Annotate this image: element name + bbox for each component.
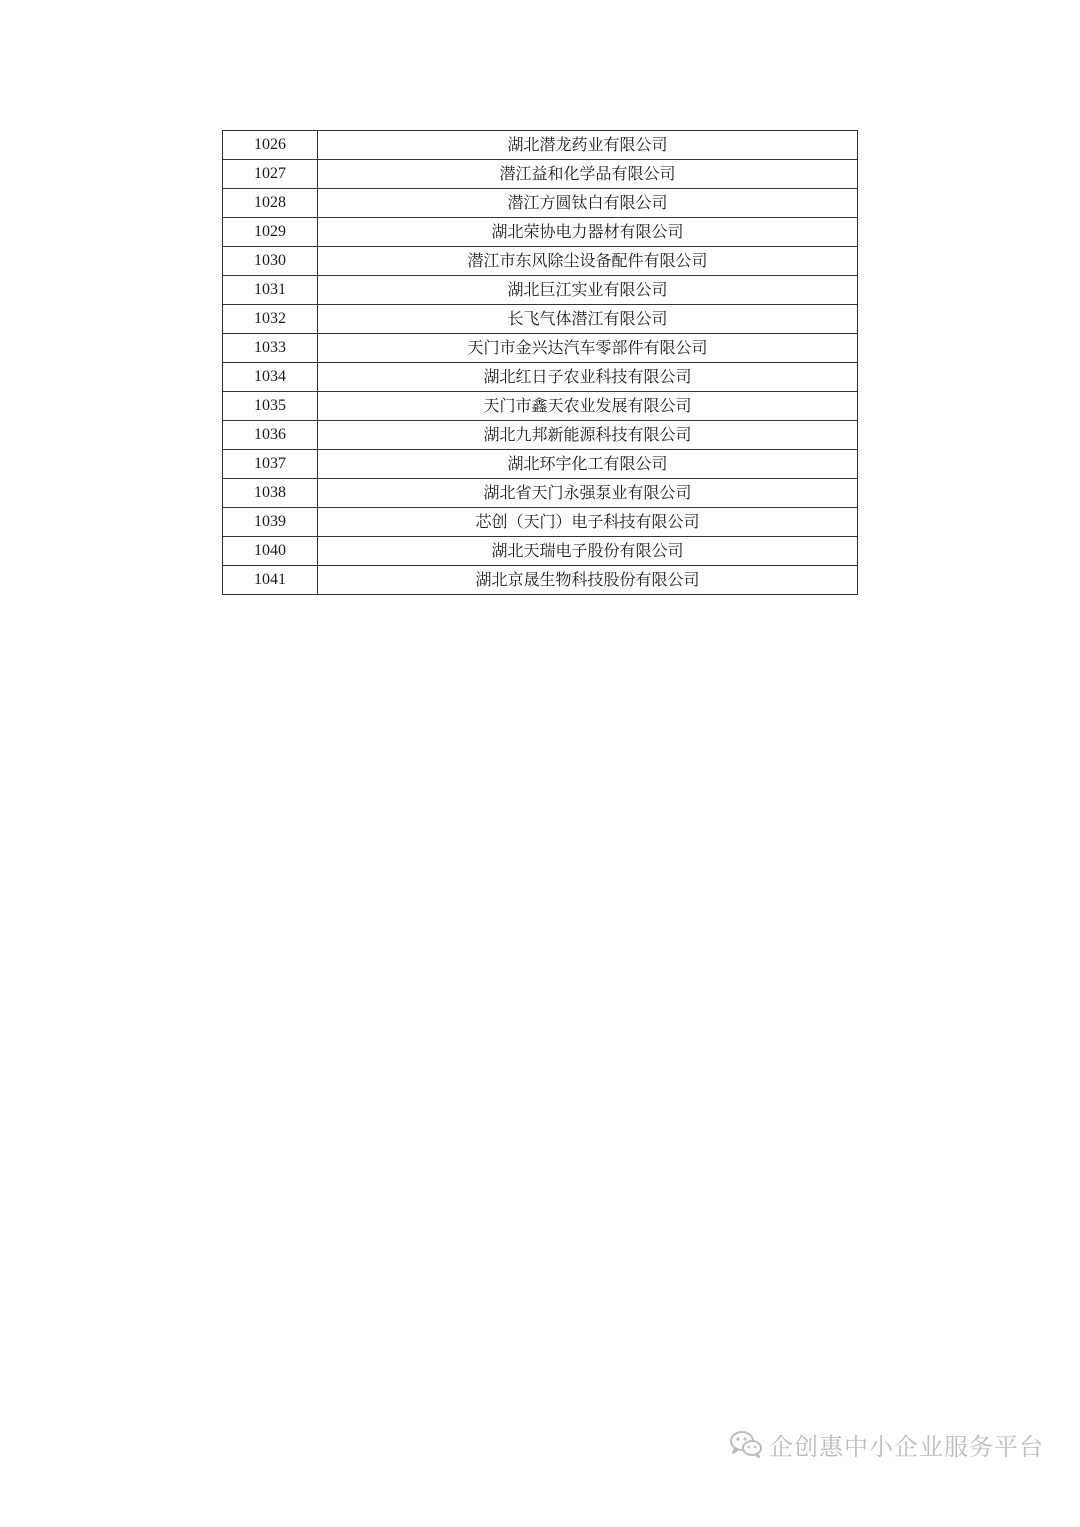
watermark-text: 企创惠中小企业服务平台 xyxy=(769,1432,1044,1461)
row-number-cell: 1031 xyxy=(223,276,318,305)
company-name-cell: 湖北红日子农业科技有限公司 xyxy=(318,363,858,392)
company-name-cell: 芯创（天门）电子科技有限公司 xyxy=(318,508,858,537)
row-number-cell: 1026 xyxy=(223,131,318,160)
table-body xyxy=(223,131,858,595)
company-name-cell: 天门市鑫天农业发展有限公司 xyxy=(318,392,858,421)
table-row xyxy=(223,508,858,537)
table-row xyxy=(223,276,858,305)
table-row xyxy=(223,450,858,479)
wechat-icon xyxy=(729,1429,763,1459)
watermark xyxy=(729,1424,1044,1464)
table-row xyxy=(223,189,858,218)
company-name-cell: 潜江市东风除尘设备配件有限公司 xyxy=(318,247,858,276)
company-name-cell: 湖北潜龙药业有限公司 xyxy=(318,131,858,160)
company-name-cell: 潜江方圆钛白有限公司 xyxy=(318,189,858,218)
row-number-cell: 1039 xyxy=(223,508,318,537)
row-number-cell: 1041 xyxy=(223,566,318,595)
company-name-cell: 天门市金兴达汽车零部件有限公司 xyxy=(318,334,858,363)
table-row xyxy=(223,247,858,276)
row-number-cell: 1035 xyxy=(223,392,318,421)
company-table xyxy=(222,130,858,595)
row-number-cell: 1027 xyxy=(223,160,318,189)
table-row xyxy=(223,392,858,421)
table-row xyxy=(223,363,858,392)
company-name-cell: 湖北环宇化工有限公司 xyxy=(318,450,858,479)
row-number-cell: 1030 xyxy=(223,247,318,276)
row-number-cell: 1037 xyxy=(223,450,318,479)
company-name-cell: 湖北天瑞电子股份有限公司 xyxy=(318,537,858,566)
table-row xyxy=(223,160,858,189)
table-row xyxy=(223,305,858,334)
table-row xyxy=(223,421,858,450)
row-number-cell: 1028 xyxy=(223,189,318,218)
company-name-cell: 湖北巨江实业有限公司 xyxy=(318,276,858,305)
table-row xyxy=(223,131,858,160)
row-number-cell: 1029 xyxy=(223,218,318,247)
row-number-cell: 1038 xyxy=(223,479,318,508)
company-name-cell: 湖北省天门永强泵业有限公司 xyxy=(318,479,858,508)
row-number-cell: 1036 xyxy=(223,421,318,450)
table-row xyxy=(223,566,858,595)
row-number-cell: 1033 xyxy=(223,334,318,363)
table-row xyxy=(223,218,858,247)
table-row xyxy=(223,537,858,566)
company-name-cell: 湖北九邦新能源科技有限公司 xyxy=(318,421,858,450)
company-name-cell: 湖北京晟生物科技股份有限公司 xyxy=(318,566,858,595)
row-number-cell: 1040 xyxy=(223,537,318,566)
row-number-cell: 1034 xyxy=(223,363,318,392)
company-name-cell: 湖北荣协电力器材有限公司 xyxy=(318,218,858,247)
table-row xyxy=(223,479,858,508)
company-name-cell: 潜江益和化学品有限公司 xyxy=(318,160,858,189)
company-name-cell: 长飞气体潜江有限公司 xyxy=(318,305,858,334)
row-number-cell: 1032 xyxy=(223,305,318,334)
table-row xyxy=(223,334,858,363)
